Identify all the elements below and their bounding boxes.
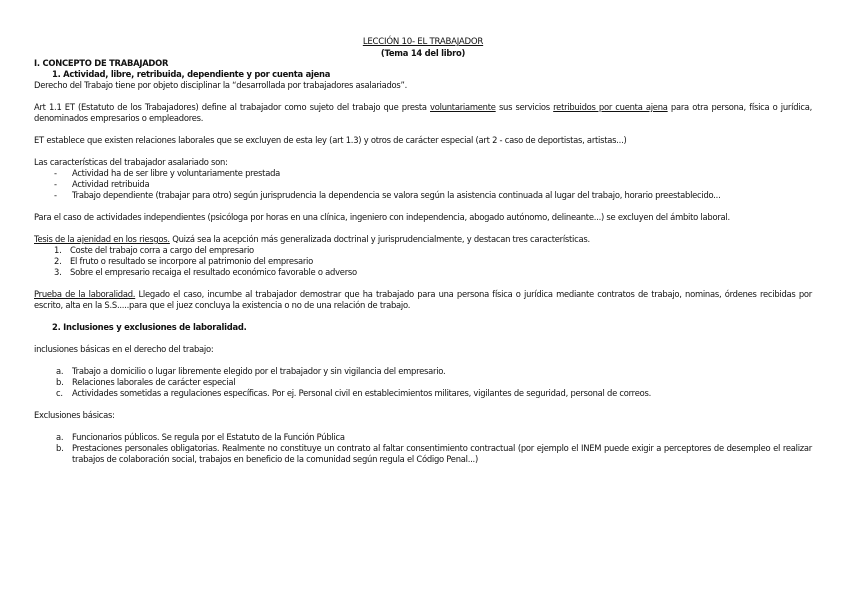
paragraph-independientes: Para el caso de actividades independientes (psicóloga por horas en una clínica, ingeniero con independencia, abogado autónomo, delineante...) se excluyen del ámbito laboral. xyxy=(34,212,730,222)
paragraph-caracteristicas: Las características del trabajador asalariado son: xyxy=(34,157,228,167)
exclusions-list xyxy=(34,432,812,465)
paragraph-art-1-1 xyxy=(34,102,812,124)
paragraph-exclusiones: Exclusiones básicas: xyxy=(34,410,115,420)
inclusions-list xyxy=(34,366,812,399)
list-item: 3. Sobre el empresario recaiga el resultado económico favorable o adverso xyxy=(54,267,357,277)
list-item: c. Actividades sometidas a regulaciones específicas. Por ej. Personal civil en establecimientos militares, vigilantes de seguridad, personal de correos. xyxy=(56,388,651,398)
list-item: a. Funcionarios públicos. Se regula por el Estatuto de la Función Pública xyxy=(56,432,345,442)
paragraph-art-1-1-a: Art 1.1 ET (Estatuto de los Trabajadores) define al trabajador como sujeto del trabajo que presta xyxy=(34,102,431,112)
document-title: LECCIÓN 10- EL TRABAJADOR xyxy=(362,37,484,47)
list-item: b. Relaciones laborales de carácter especial xyxy=(56,377,236,387)
document-subtitle: (Tema 14 del libro) xyxy=(380,48,466,58)
paragraph-objeto: Derecho del Trabajo tiene por objeto disciplinar la “desarrollada por trabajadores asalariados”. xyxy=(34,80,408,90)
subsection-heading-inclusiones: 2. Inclusiones y exclusiones de laboralidad. xyxy=(52,322,247,332)
document-page xyxy=(34,36,812,465)
paragraph-art-1-1-c: para otra persona, física o jurídica, denominados empresarios o empleadores. xyxy=(34,102,812,123)
list-item: a. Trabajo a domicilio o lugar libremente elegido por el trabajador y sin vigilancia del empresario. xyxy=(56,366,446,376)
section-heading-concepto: I. CONCEPTO DE TRABAJADOR xyxy=(34,58,169,68)
term-prueba-laboralidad: Prueba de la laboralidad. xyxy=(34,289,136,299)
term-tesis-ajenidad: Tesis de la ajenidad en los riesgos. xyxy=(34,234,170,244)
ajenidad-list xyxy=(34,245,812,278)
term-retribuidos: retribuidos por cuenta ajena xyxy=(553,102,668,112)
list-item: 1. Coste del trabajo corra a cargo del empresario xyxy=(54,245,254,255)
term-voluntariamente: voluntariamente xyxy=(430,102,496,112)
paragraph-prueba-laboralidad: Prueba de la laboralidad. Llegado el caso, incumbe al trabajador demostrar que ha trabajado para una persona física o jurídica mediante contratos de trabajo, nominas, órdenes recibidas por escrito, alta en la S.S.....para que el juez concluya la existencia o no de una relación de trabajo. xyxy=(34,289,812,310)
list-item: - Actividad retribuida xyxy=(54,179,150,189)
list-item: b. Prestaciones personales obligatorias. Realmente no constituye un contrato al faltar consentimiento contractual (por ejemplo el INEM puede exigir a perceptores de desempleo el realizar trabajos de colaboración social, trabajos en beneficio de la comunidad según regula el Código Penal...) xyxy=(56,443,812,464)
paragraph-relaciones-excluidas: ET establece que existen relaciones laborales que se excluyen de esta ley (art 1.3) y otros de carácter especial (art 2 - caso de deportistas, artistas...) xyxy=(34,135,627,145)
characteristics-list xyxy=(34,168,812,201)
list-item: - Trabajo dependiente (trabajar para otro) según jurisprudencia la dependencia se valora según la asistencia continuada al lugar del trabajo, horario preestablecido... xyxy=(54,190,721,200)
list-item: 2. El fruto o resultado se incorpore al patrimonio del empresario xyxy=(54,256,313,266)
subsection-heading-actividad: 1. Actividad, libre, retribuida, dependiente y por cuenta ajena xyxy=(52,69,331,79)
paragraph-art-1-1-b: sus servicios xyxy=(495,102,554,112)
list-item: - Actividad ha de ser libre y voluntariamente prestada xyxy=(54,168,281,178)
paragraph-inclusiones: inclusiones básicas en el derecho del trabajo: xyxy=(34,344,214,354)
paragraph-tesis-ajenidad: Tesis de la ajenidad en los riesgos. Quizá sea la acepción más generalizada doctrinal y jurisprudencialmente, y destacan tres características. xyxy=(34,234,590,244)
